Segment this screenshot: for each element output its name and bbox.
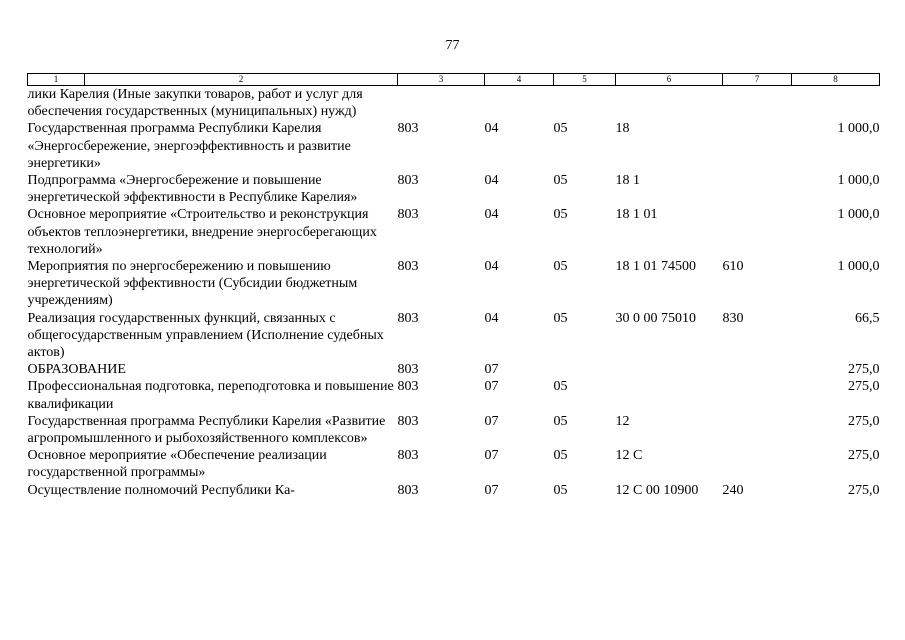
row-subsection: 05 [553, 310, 568, 326]
table-row [28, 206, 880, 258]
row-section: 04 [484, 121, 499, 137]
row-target-code: 18 1 [615, 173, 640, 189]
row-name: Государственная программа Республики Карелия «Развитие агропромышленного и рыбохозяйственного комплексов» [27, 413, 386, 447]
row-target-code: 18 [615, 121, 630, 137]
row-admin-code: 803 [397, 259, 419, 275]
table-row [28, 378, 880, 412]
row-subsection: 05 [553, 448, 568, 464]
row-expense-type [723, 378, 792, 412]
table-row [28, 447, 880, 481]
column-header: 8 [792, 74, 880, 86]
row-target-code: 12 [615, 413, 630, 429]
row-section [485, 86, 554, 121]
row-subsection: 05 [553, 173, 568, 189]
row-admin-code: 803 [397, 310, 419, 326]
column-header: 5 [554, 74, 616, 86]
row-target-code: 12 С [615, 448, 643, 464]
row-name: Основное мероприятие «Строительство и реконструкция объектов теплоэнергетики, внедрение энергосберегающих технологий» [27, 207, 377, 257]
row-expense-type: 240 [722, 482, 744, 498]
row-name: лики Карелия (Иные закупки товаров, работ и услуг для обеспечения государственных (муниципальных) нужд) [27, 87, 363, 120]
row-section: 07 [484, 362, 499, 378]
column-header: 6 [616, 74, 723, 86]
page-number: 77 [445, 38, 460, 53]
row-amount: 1 000,0 [837, 121, 880, 137]
row-target-code: 30 0 00 75010 [615, 310, 696, 326]
row-subsection: 05 [553, 121, 568, 137]
budget-table [27, 73, 880, 499]
row-expense-type [723, 206, 792, 258]
row-subsection [554, 86, 616, 121]
row-target-code: 18 1 01 74500 [615, 259, 696, 275]
row-subsection: 05 [553, 482, 568, 498]
row-admin-code: 803 [397, 379, 419, 395]
row-expense-type [723, 172, 792, 206]
row-expense-type [723, 361, 792, 378]
column-header: 7 [723, 74, 792, 86]
row-target-code [616, 361, 723, 378]
row-expense-type: 830 [722, 310, 744, 326]
row-section: 04 [484, 310, 499, 326]
row-name: Профессиональная подготовка, переподготовка и повышение квалификации [27, 379, 394, 412]
column-header: 2 [85, 74, 398, 86]
row-expense-type [723, 447, 792, 481]
table-row [28, 120, 880, 172]
row-name: Осуществление полномочий Республики Ка- [27, 482, 295, 498]
row-target-code [616, 86, 723, 121]
row-admin-code: 803 [397, 362, 419, 378]
column-header: 1 [28, 74, 85, 86]
row-name: Мероприятия по энергосбережению и повышению энергетической эффективности (Субсидии бюджетным учреждениям) [27, 259, 358, 309]
table-row [28, 172, 880, 206]
row-section: 04 [484, 259, 499, 275]
row-amount: 275,0 [848, 482, 880, 498]
column-header: 4 [485, 74, 554, 86]
row-name: ОБРАЗОВАНИЕ [27, 362, 126, 378]
row-amount: 1 000,0 [837, 259, 880, 275]
row-admin-code: 803 [397, 173, 419, 189]
row-target-code: 12 С 00 10900 [615, 482, 699, 498]
table-row [28, 258, 880, 310]
row-target-code: 18 1 01 [615, 207, 658, 223]
row-amount: 66,5 [855, 310, 880, 326]
row-admin-code: 803 [397, 121, 419, 137]
row-section: 07 [484, 413, 499, 429]
column-number-row [28, 74, 880, 86]
table-row [28, 310, 880, 362]
row-admin-code: 803 [397, 207, 419, 223]
row-subsection: 05 [553, 259, 568, 275]
row-expense-type: 610 [722, 259, 744, 275]
row-name: Государственная программа Республики Карелия «Энергосбережение, энергоэффективность и развитие энергетики» [27, 121, 351, 171]
column-header: 3 [398, 74, 485, 86]
row-subsection [554, 361, 616, 378]
row-amount: 275,0 [848, 413, 880, 429]
table-row [28, 413, 880, 447]
row-name: Подпрограмма «Энергосбережение и повышение энергетической эффективности в Республике Карелия» [27, 173, 358, 206]
row-section: 04 [484, 207, 499, 223]
row-amount: 1 000,0 [837, 173, 880, 189]
row-subsection: 05 [553, 379, 568, 395]
table-row [28, 361, 880, 378]
row-admin-code [398, 86, 485, 121]
row-admin-code: 803 [397, 448, 419, 464]
row-amount: 275,0 [848, 379, 880, 395]
row-admin-code: 803 [397, 482, 419, 498]
row-amount [792, 86, 880, 121]
row-expense-type [723, 413, 792, 447]
table-row [28, 482, 880, 499]
row-section: 04 [484, 173, 499, 189]
row-name: Основное мероприятие «Обеспечение реализации государственной программы» [27, 448, 327, 481]
row-subsection: 05 [553, 413, 568, 429]
row-section: 07 [484, 379, 499, 395]
row-target-code [616, 378, 723, 412]
row-admin-code: 803 [397, 413, 419, 429]
row-amount: 1 000,0 [837, 207, 880, 223]
row-subsection: 05 [553, 207, 568, 223]
row-section: 07 [484, 482, 499, 498]
row-amount: 275,0 [848, 362, 880, 378]
row-section: 07 [484, 448, 499, 464]
row-name: Реализация государственных функций, связанных с общегосударственным управлением (Исполнение судебных актов) [27, 310, 384, 361]
row-expense-type [723, 120, 792, 172]
row-expense-type [723, 86, 792, 121]
row-amount: 275,0 [848, 448, 880, 464]
table-row [28, 86, 880, 121]
